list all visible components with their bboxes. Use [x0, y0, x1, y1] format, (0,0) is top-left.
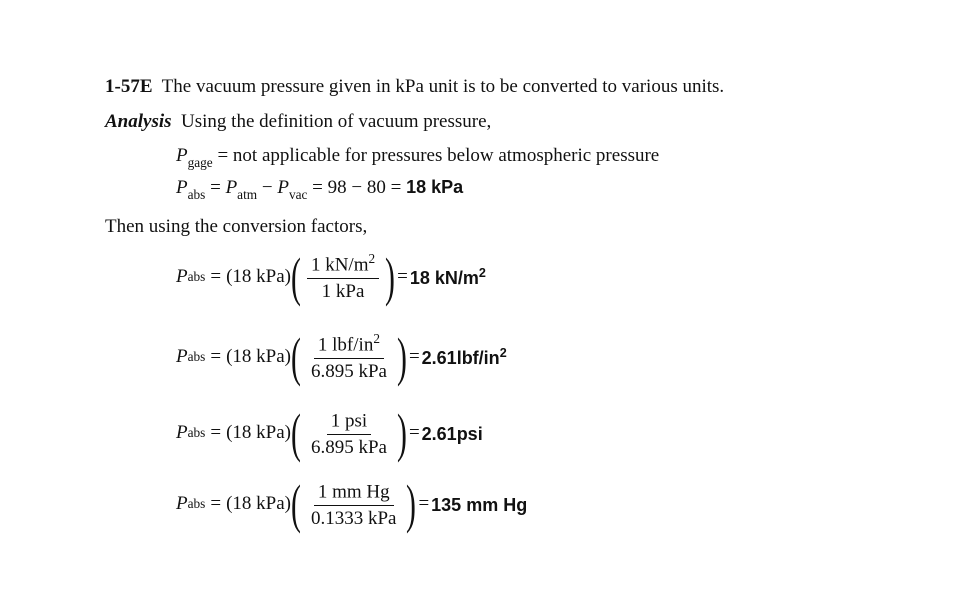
minus-sign: −: [261, 177, 273, 198]
conversion-equation: [176, 247, 486, 307]
abs-eq1: =: [210, 177, 221, 198]
conv-sub: abs: [187, 425, 206, 440]
close-paren: ): [396, 403, 407, 463]
close-paren: ): [385, 247, 396, 307]
gage-sub: gage: [187, 154, 213, 170]
abs-numeric: = 98 − 80 =: [312, 177, 402, 198]
pvac-sub: vac: [288, 186, 308, 202]
conv-equals: =: [210, 422, 222, 443]
result-text: 135 mm Hg: [431, 494, 528, 515]
problem-line: [105, 76, 724, 98]
analysis-label: Analysis: [105, 111, 172, 132]
conv-lhs: (18 kPa): [226, 266, 291, 287]
numerator-text: 1 lbf/in: [317, 334, 374, 356]
fraction-denominator: 6.895 kPa: [310, 437, 387, 459]
analysis-line: [105, 111, 491, 133]
gage-var: P: [176, 145, 188, 166]
open-paren: (: [291, 327, 301, 387]
fraction-denominator: 6.895 kPa: [310, 361, 387, 383]
conv-lhs: (18 kPa): [226, 493, 291, 514]
result-text: 2.61psi: [421, 423, 483, 444]
conversion-result: [431, 493, 527, 516]
conversion-fraction: [307, 251, 379, 303]
abs-sub: abs: [187, 186, 206, 202]
close-paren: ): [406, 474, 417, 534]
conv-var: P: [176, 266, 188, 287]
gage-equation: [176, 145, 659, 171]
conv-lhs: (18 kPa): [226, 346, 291, 367]
result-text: 2.61lbf/in: [421, 347, 500, 368]
result-text: 18 kN/m: [409, 267, 479, 288]
then-text: Then using the conversion factors,: [105, 216, 368, 237]
open-paren: (: [291, 247, 301, 307]
result-sup: 2: [478, 265, 486, 280]
conv-sub: abs: [187, 269, 206, 284]
conversion-fraction: [307, 478, 401, 530]
fraction-numerator: [314, 331, 384, 359]
result-equals: =: [408, 422, 420, 443]
conversion-result: [422, 422, 483, 445]
conv-var: P: [176, 346, 188, 367]
analysis-text: Using the definition of vacuum pressure,: [181, 111, 492, 132]
conv-equals: =: [210, 266, 222, 287]
result-equals: =: [418, 493, 430, 514]
fraction-denominator: 1 kPa: [321, 281, 365, 303]
conversion-result: [422, 346, 507, 369]
conv-equals: =: [210, 493, 222, 514]
close-paren: ): [396, 327, 407, 387]
numerator-text: 1 kN/m: [310, 254, 369, 276]
conversion-equation: [176, 474, 528, 534]
result-equals: =: [408, 346, 420, 367]
numerator-text: 1 mm Hg: [317, 481, 390, 503]
abs-var: P: [176, 177, 188, 198]
conversion-equation: [176, 403, 483, 463]
numerator-sup: 2: [373, 330, 380, 346]
conv-sub: abs: [187, 496, 206, 511]
numerator-text: 1 psi: [330, 410, 368, 432]
conv-equals: =: [210, 346, 222, 367]
fraction-numerator: [307, 251, 379, 279]
abs-result: 18 kPa: [406, 177, 464, 197]
abs-equation: [176, 177, 463, 203]
pvac-var: P: [277, 177, 289, 198]
conversion-fraction: [307, 407, 391, 459]
open-paren: (: [291, 474, 301, 534]
result-equals: =: [397, 266, 408, 287]
conv-sub: abs: [187, 349, 206, 364]
conv-var: P: [176, 493, 188, 514]
conversion-equation: [176, 327, 507, 387]
fraction-numerator: [327, 407, 371, 435]
result-sup: 2: [499, 345, 507, 360]
problem-statement: The vacuum pressure given in kPa unit is to be converted to various units.: [161, 76, 725, 97]
fraction-denominator: 0.1333 kPa: [310, 508, 397, 530]
open-paren: (: [291, 403, 301, 463]
numerator-sup: 2: [368, 250, 376, 266]
patm-sub: atm: [237, 186, 258, 202]
conv-var: P: [176, 422, 188, 443]
patm-var: P: [225, 177, 238, 198]
conv-lhs: (18 kPa): [226, 422, 291, 443]
gage-rhs: = not applicable for pressures below atmospheric pressure: [217, 145, 660, 166]
conversion-fraction: [307, 331, 391, 383]
conversion-result: [410, 266, 486, 289]
problem-number: 1-57E: [105, 76, 153, 97]
fraction-numerator: [314, 478, 394, 506]
